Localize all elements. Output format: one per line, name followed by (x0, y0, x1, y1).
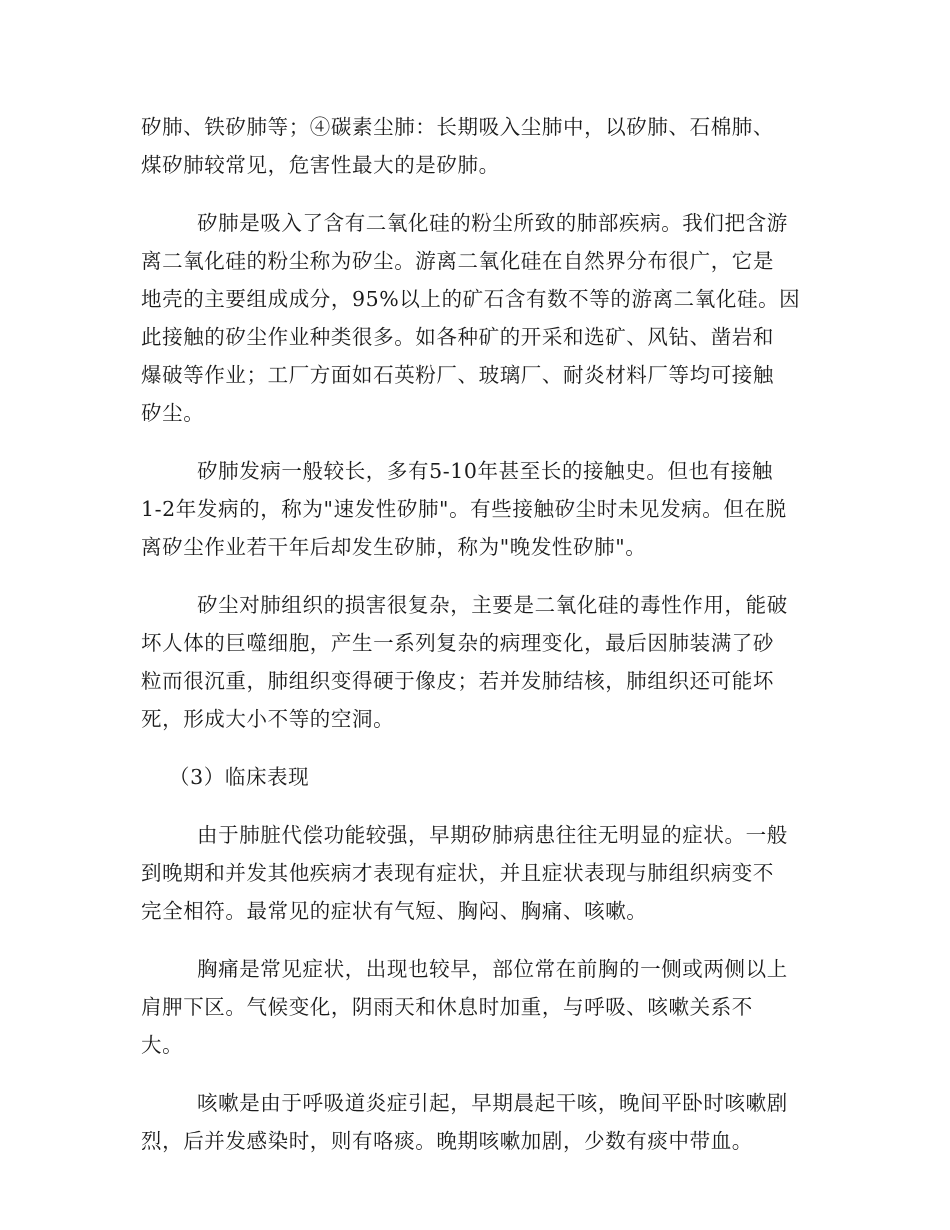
text-line: 由于肺脏代偿功能较强，早期矽肺病患往往无明显的症状。一般 (197, 823, 788, 847)
text-line: 煤矽肺较常见，危害性最大的是矽肺。 (141, 153, 500, 177)
text-line: 到晚期和并发其他疾病才表现有症状，并且症状表现与肺组织病变不 (141, 861, 774, 885)
text-line: 爆破等作业；工厂方面如石英粉厂、玻璃厂、耐炎材料厂等均可接触 (141, 363, 774, 387)
text-line: 离二氧化硅的粉尘称为矽尘。游离二氧化硅在自然界分布很广，它是 (141, 249, 774, 273)
paragraph-pneumoconiosis-types (141, 108, 821, 184)
text-line: 大。 (141, 1033, 184, 1057)
paragraph-cough (141, 1084, 821, 1160)
text-line: 矽肺、铁矽肺等；④碳素尘肺：长期吸入尘肺中，以矽肺、石棉肺、 (141, 115, 774, 139)
paragraph-lung-damage (141, 586, 821, 738)
text-line: 死，形成大小不等的空洞。 (141, 707, 395, 731)
text-line: 咳嗽是由于呼吸道炎症引起，早期晨起干咳，晚间平卧时咳嗽剧 (197, 1091, 788, 1115)
text-line: 离矽尘作业若干年后却发生矽肺，称为"晚发性矽肺"。 (141, 535, 647, 559)
text-line: 矽尘对肺组织的损害很复杂，主要是二氧化硅的毒性作用，能破 (197, 593, 788, 617)
section-heading-clinical-manifestations (141, 758, 821, 796)
text-line: 此接触的矽尘作业种类很多。如各种矿的开采和选矿、风钻、凿岩和 (141, 325, 774, 349)
paragraph-early-symptoms (141, 816, 821, 930)
text-line: 烈，后并发感染时，则有咯痰。晚期咳嗽加剧，少数有痰中带血。 (141, 1129, 753, 1153)
paragraph-chest-pain (141, 950, 821, 1064)
section-heading: （3）临床表现 (169, 765, 310, 789)
document-page (141, 108, 821, 1160)
text-line: 坏人体的巨噬细胞，产生一系列复杂的病理变化，最后因肺装满了砂 (141, 631, 774, 655)
text-line: 地壳的主要组成成分，95%以上的矿石含有数不等的游离二氧化硅。因 (141, 287, 801, 311)
text-line: 完全相符。最常见的症状有气短、胸闷、胸痛、咳嗽。 (141, 899, 648, 923)
text-line: 1-2年发病的，称为"速发性矽肺"。有些接触矽尘时未见发病。但在脱 (141, 497, 787, 521)
text-line: 矽肺发病一般较长，多有5-10年甚至长的接触史。但也有接触 (197, 459, 773, 483)
text-line: 矽尘。 (141, 401, 205, 425)
paragraph-silicosis-definition (141, 204, 821, 432)
text-line: 胸痛是常见症状，出现也较早，部位常在前胸的一侧或两侧以上 (197, 957, 788, 981)
paragraph-onset-period (141, 452, 821, 566)
text-line: 肩胛下区。气候变化，阴雨天和休息时加重，与呼吸、咳嗽关系不 (141, 995, 753, 1019)
text-line: 矽肺是吸入了含有二氧化硅的粉尘所致的肺部疾病。我们把含游 (197, 211, 788, 235)
text-line: 粒而很沉重，肺组织变得硬于像皮；若并发肺结核，肺组织还可能坏 (141, 669, 774, 693)
